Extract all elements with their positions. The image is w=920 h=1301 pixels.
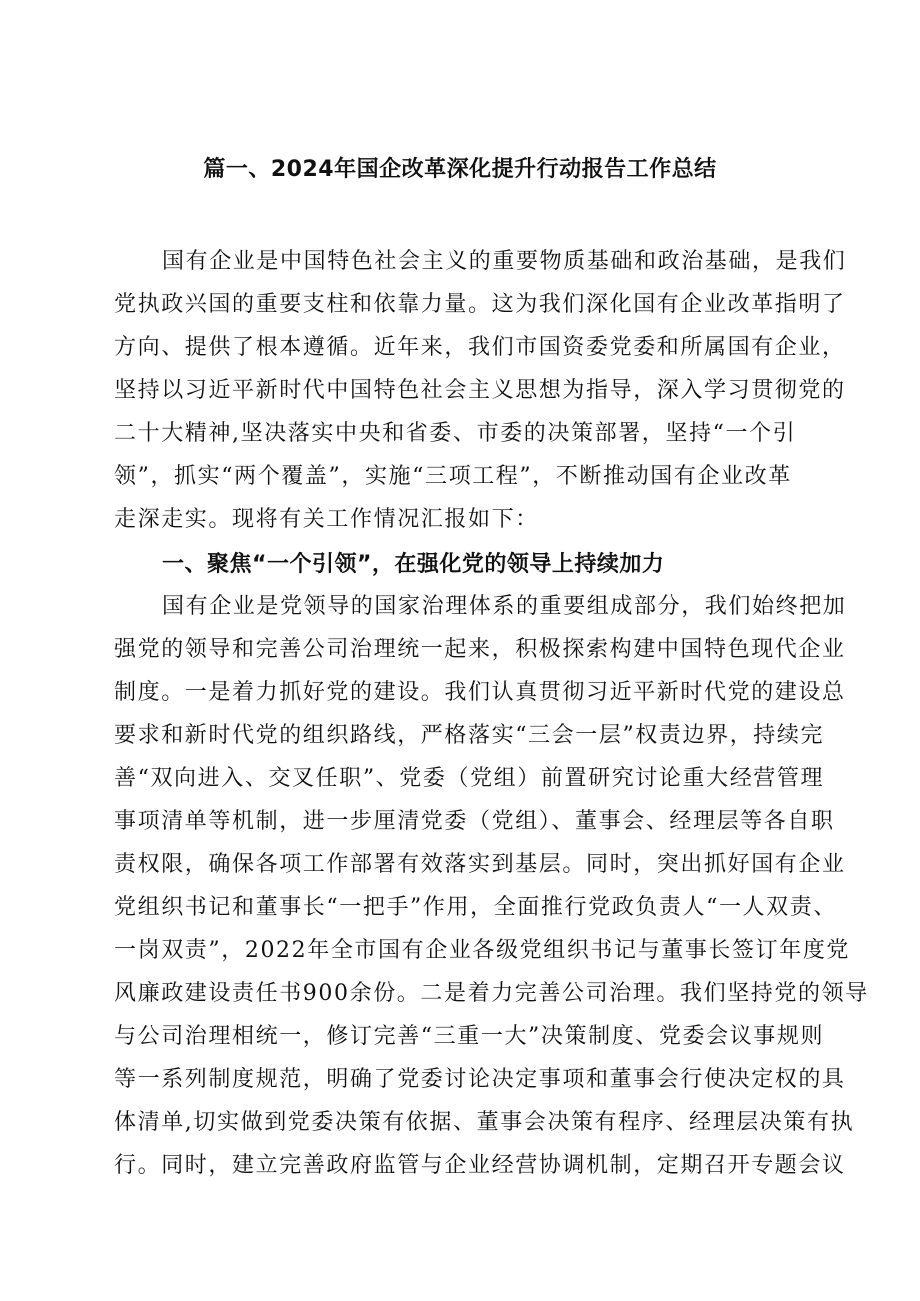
paragraph-line: 事项清单等机制，进一步厘清党委（党组）、董事会、经理层等各自职: [114, 809, 835, 834]
paragraph-line: 坚持以习近平新时代中国特色社会主义思想为指导，深入学习贯彻党的: [114, 378, 846, 403]
paragraph-line: 要求和新时代党的组织路线，严格落实“三会一层”权责边界，持续完: [114, 723, 825, 748]
section-heading: 一、聚焦“一个引领”，在强化党的领导上持续加力: [162, 552, 665, 577]
paragraph-line: 责权限，确保各项工作部署有效落实到基层。同时，突出抓好国有企业: [114, 852, 846, 877]
paragraph-line: 领”，抓实“两个覆盖”，实施“三项工程”，不断推动国有企业改革: [114, 464, 792, 489]
paragraph-line: 党组织书记和董事长“一把手”作用，全面推行党政负责人“一人双责、: [114, 895, 837, 920]
document-title: 篇一、2024年国企改革深化提升行动报告工作总结: [203, 157, 717, 182]
paragraph-line: 党执政兴国的重要支柱和依靠力量。这为我们深化国有企业改革指明了: [114, 292, 846, 317]
paragraph-line: 行。同时，建立完善政府监管与企业经营协调机制，定期召开专题会议: [114, 1153, 846, 1178]
paragraph-line: 制度。一是着力抓好党的建设。我们认真贯彻习近平新时代党的建设总: [114, 680, 846, 705]
paragraph-line: 方向、提供了根本遵循。近年来，我们市国资委党委和所属国有企业，: [114, 335, 846, 360]
paragraph-line: 善“双向进入、交叉任职”、党委（党组）前置研究讨论重大经营管理: [114, 766, 825, 791]
paragraph-line: 等一系列制度规范，明确了党委讨论决定事项和董事会行使决定权的具: [114, 1067, 846, 1092]
paragraph-section-1: [114, 585, 869, 1187]
paragraph-intro: [114, 240, 847, 541]
paragraph-line: 与公司治理相统一，修订完善“三重一大”决策制度、党委会议事规则: [114, 1024, 825, 1049]
paragraph-line: 强党的领导和完善公司治理统一起来，积极探索构建中国特色现代企业: [114, 637, 846, 662]
paragraph-line: 一岗双责”，2022年全市国有企业各级党组织书记与董事长签订年度党: [114, 938, 851, 963]
paragraph-line: 体清单,切实做到党委决策有依据、董事会决策有程序、经理层决策有执: [114, 1110, 855, 1135]
paragraph-line: 国有企业是中国特色社会主义的重要物质基础和政治基础，是我们: [162, 249, 847, 274]
paragraph-line: 走深走实。现将有关工作情况汇报如下：: [114, 507, 539, 532]
paragraph-line: 二十大精神,坚决落实中央和省委、市委的决策部署，坚持“一个引: [114, 421, 797, 446]
paragraph-line: 风廉政建设责任书900余份。二是着力完善公司治理。我们坚持党的领导: [114, 981, 869, 1006]
paragraph-line: 国有企业是党领导的国家治理体系的重要组成部分，我们始终把加: [162, 594, 847, 619]
